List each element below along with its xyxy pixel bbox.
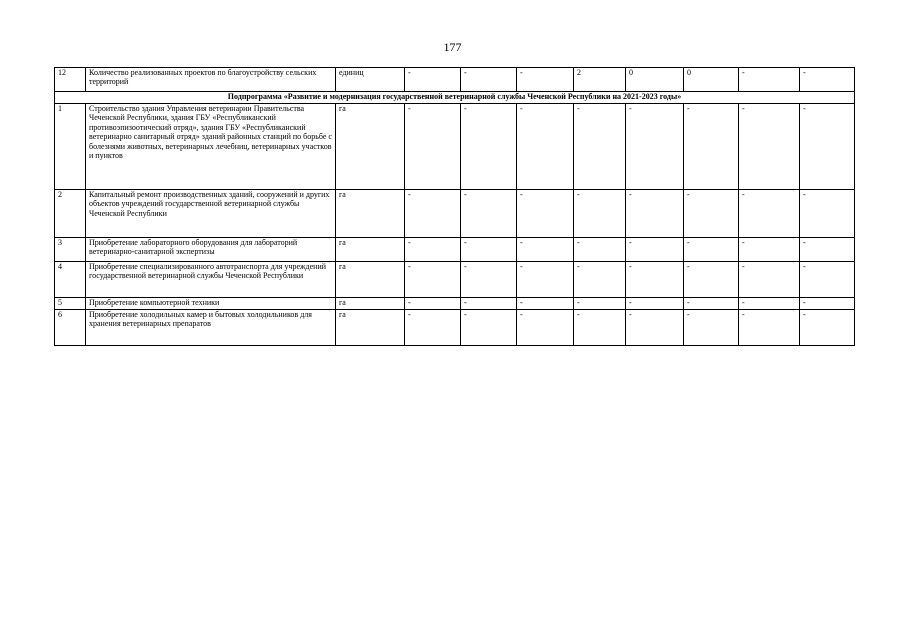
value-cell: - bbox=[574, 104, 626, 190]
value-cell: - bbox=[739, 310, 800, 346]
value-cell: - bbox=[626, 310, 684, 346]
value-cell: - bbox=[739, 190, 800, 238]
value-cell: - bbox=[800, 298, 855, 310]
unit-cell: га bbox=[336, 310, 405, 346]
value-cell: - bbox=[517, 104, 574, 190]
table-row bbox=[55, 68, 855, 92]
value-cell: - bbox=[739, 104, 800, 190]
unit-cell: га bbox=[336, 238, 405, 262]
value-cell: - bbox=[739, 238, 800, 262]
value-cell: - bbox=[405, 68, 461, 92]
subprogram-title: Подпрограмма «Развитие и модернизация государственной ветеринарной службы Чеченской Республики на 2021-2023 годы» bbox=[55, 92, 855, 104]
indicator-name: Количество реализованных проектов по благоустройству сельских территорий bbox=[86, 68, 336, 92]
unit-cell: га bbox=[336, 104, 405, 190]
value-cell: - bbox=[739, 298, 800, 310]
row-number: 6 bbox=[55, 310, 86, 346]
value-cell: - bbox=[574, 298, 626, 310]
value-cell: - bbox=[574, 262, 626, 298]
indicator-name: Приобретение компьютерной техники bbox=[86, 298, 336, 310]
value-cell: 0 bbox=[684, 68, 739, 92]
value-cell: - bbox=[626, 238, 684, 262]
value-cell: - bbox=[800, 68, 855, 92]
value-cell: - bbox=[626, 190, 684, 238]
value-cell: - bbox=[461, 238, 517, 262]
unit-cell: га bbox=[336, 298, 405, 310]
value-cell: - bbox=[517, 68, 574, 92]
indicator-name: Строительство здания Управления ветеринарии Правительства Чеченской Республики, здания ГБУ «Республиканский противоэпизоотический отряд», здания ГБУ «Республиканский ветеринарно санитарный отряд» зданий районных станций по борьбе с болезнями животных, ветеринарных лечебниц, ветеринарных участков и пунктов bbox=[86, 104, 336, 190]
value-cell: - bbox=[461, 262, 517, 298]
row-number: 4 bbox=[55, 262, 86, 298]
row-number: 3 bbox=[55, 238, 86, 262]
value-cell: - bbox=[517, 262, 574, 298]
value-cell: - bbox=[517, 298, 574, 310]
value-cell: - bbox=[626, 262, 684, 298]
indicator-name: Приобретение холодильных камер и бытовых холодильников для хранения ветеринарных препаратов bbox=[86, 310, 336, 346]
unit-cell: га bbox=[336, 262, 405, 298]
value-cell: - bbox=[574, 238, 626, 262]
value-cell: - bbox=[461, 298, 517, 310]
value-cell: - bbox=[574, 310, 626, 346]
value-cell: - bbox=[461, 190, 517, 238]
value-cell: - bbox=[800, 104, 855, 190]
value-cell: - bbox=[684, 298, 739, 310]
value-cell: - bbox=[739, 68, 800, 92]
unit-cell: единиц bbox=[336, 68, 405, 92]
value-cell: - bbox=[800, 310, 855, 346]
value-cell: - bbox=[626, 104, 684, 190]
row-number: 12 bbox=[55, 68, 86, 92]
table-row bbox=[55, 104, 855, 190]
value-cell: - bbox=[461, 310, 517, 346]
table-row bbox=[55, 190, 855, 238]
value-cell: 2 bbox=[574, 68, 626, 92]
table-row bbox=[55, 298, 855, 310]
row-number: 1 bbox=[55, 104, 86, 190]
unit-cell: га bbox=[336, 190, 405, 238]
table-row bbox=[55, 262, 855, 298]
value-cell: - bbox=[461, 68, 517, 92]
value-cell: 0 bbox=[626, 68, 684, 92]
value-cell: - bbox=[461, 104, 517, 190]
value-cell: - bbox=[684, 262, 739, 298]
value-cell: - bbox=[800, 238, 855, 262]
value-cell: - bbox=[405, 190, 461, 238]
value-cell: - bbox=[684, 104, 739, 190]
indicator-name: Приобретение лабораторного оборудования для лабораторий ветеринарно-санитарной экспертизы bbox=[86, 238, 336, 262]
row-number: 5 bbox=[55, 298, 86, 310]
value-cell: - bbox=[405, 262, 461, 298]
value-cell: - bbox=[626, 298, 684, 310]
row-number: 2 bbox=[55, 190, 86, 238]
indicators-table bbox=[54, 67, 855, 346]
value-cell: - bbox=[405, 310, 461, 346]
value-cell: - bbox=[517, 238, 574, 262]
value-cell: - bbox=[517, 310, 574, 346]
value-cell: - bbox=[574, 190, 626, 238]
page-number: 177 bbox=[443, 40, 462, 54]
value-cell: - bbox=[517, 190, 574, 238]
value-cell: - bbox=[684, 310, 739, 346]
value-cell: - bbox=[405, 298, 461, 310]
value-cell: - bbox=[800, 190, 855, 238]
subprogram-header-row bbox=[55, 92, 855, 104]
table-row bbox=[55, 310, 855, 346]
value-cell: - bbox=[684, 190, 739, 238]
indicator-name: Капитальный ремонт производственных зданий, сооружений и других объектов учреждений государственной ветеринарной службы Чеченской Республики bbox=[86, 190, 336, 238]
value-cell: - bbox=[800, 262, 855, 298]
value-cell: - bbox=[739, 262, 800, 298]
value-cell: - bbox=[405, 238, 461, 262]
table-row bbox=[55, 238, 855, 262]
value-cell: - bbox=[405, 104, 461, 190]
indicator-name: Приобретение специализированного автотранспорта для учреждений государственной ветеринарной службы Чеченской Республики bbox=[86, 262, 336, 298]
value-cell: - bbox=[684, 238, 739, 262]
